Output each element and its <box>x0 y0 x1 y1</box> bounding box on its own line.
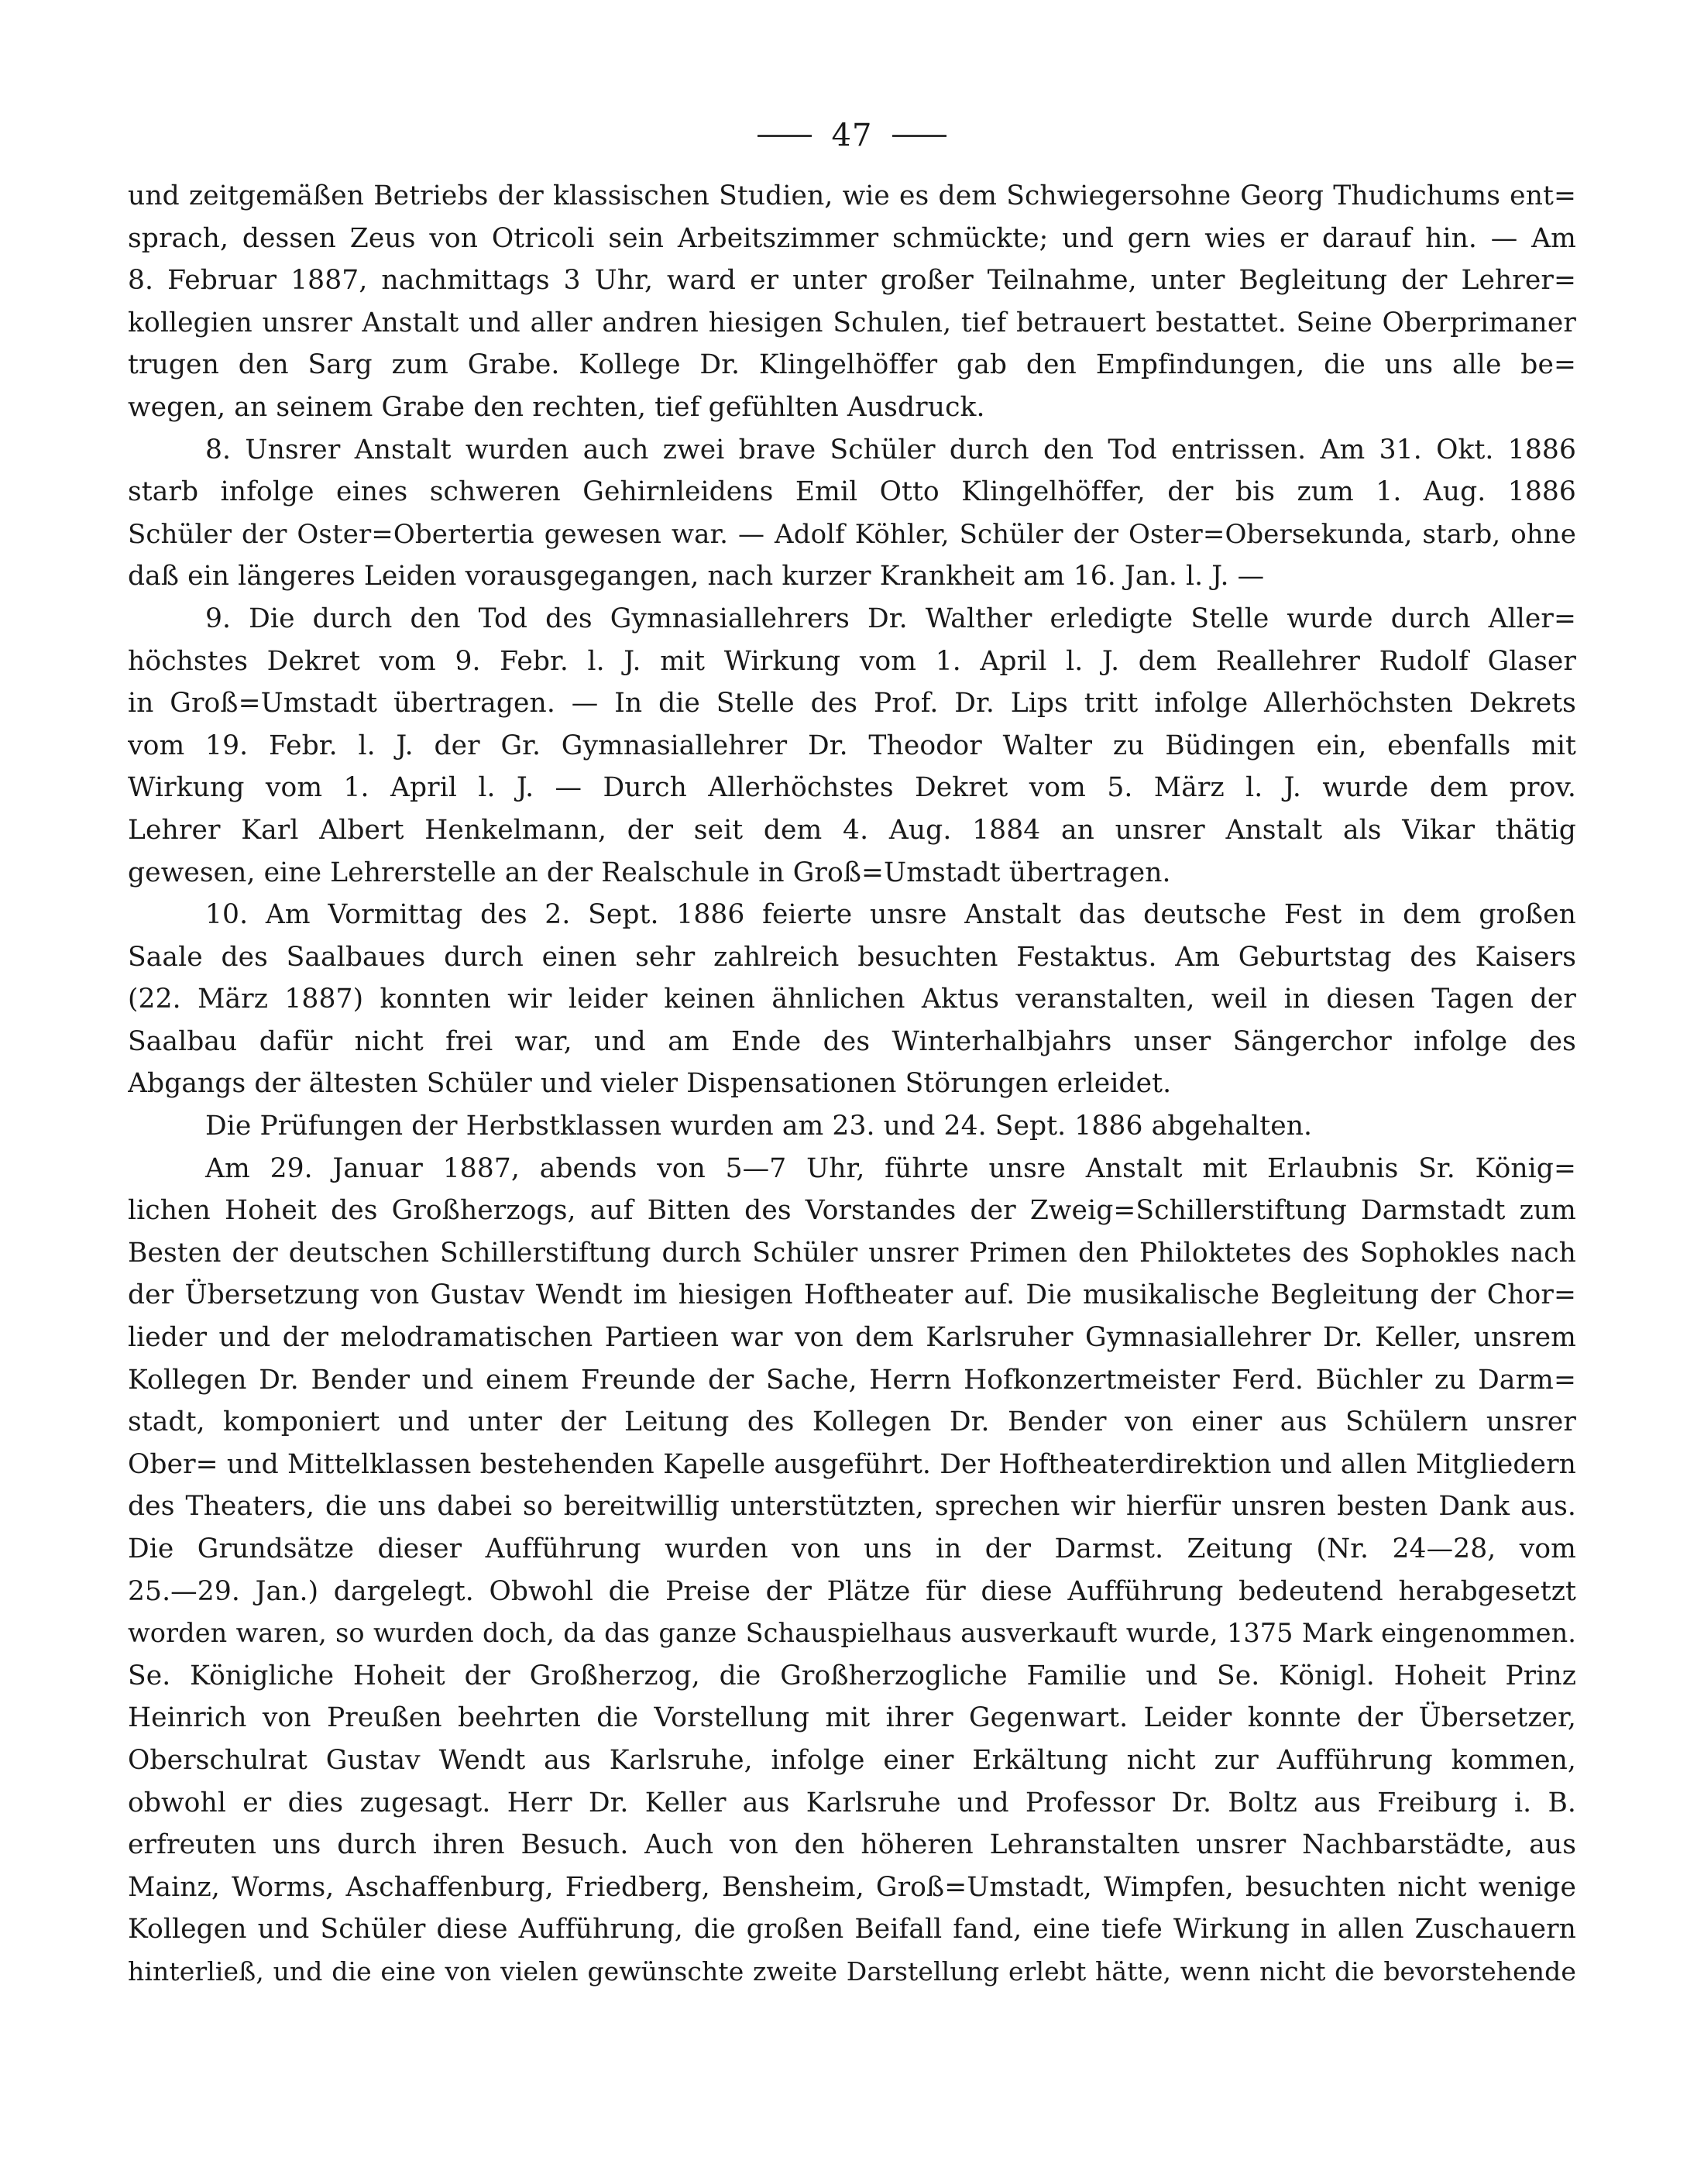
text-line: Kollegen Dr. Bender und einem Freunde der Sache, Herrn Hofkonzertmeister Ferd. Büchler zu Darm= <box>128 1364 1576 1396</box>
text-line: kollegien unsrer Anstalt und aller andren hiesigen Schulen, tief betrauert bestattet. Seine Oberprimaner <box>128 307 1576 338</box>
text-line: Abgangs der ältesten Schüler und vieler Dispensationen Störungen erleidet. <box>128 1068 1172 1100</box>
text-line: Kollegen und Schüler diese Aufführung, die großen Beifall fand, eine tiefe Wirkung in allen Zuschauern <box>128 1914 1576 1945</box>
text-line: höchstes Dekret vom 9. Febr. l. J. mit Wirkung vom 1. April l. J. dem Reallehrer Rudolf Glaser <box>128 645 1576 677</box>
text-line: lichen Hoheit des Großherzogs, auf Bitten des Vorstandes der Zweig=Schillerstiftung Darmstadt zum <box>128 1195 1576 1227</box>
text-line: obwohl er dies zugesagt. Herr Dr. Keller aus Karlsruhe und Professor Dr. Boltz aus Freiburg i. B. <box>128 1787 1576 1818</box>
text-line: 25.—29. Jan.) dargelegt. Obwohl die Preise der Plätze für diese Aufführung bedeutend herabgesetzt <box>128 1575 1576 1607</box>
text-line: des Theaters, die uns dabei so bereitwillig unterstützten, sprechen wir hierfür unsren besten Dank aus. <box>128 1491 1576 1523</box>
text-line: trugen den Sarg zum Grabe. Kollege Dr. Klingelhöffer gab den Empfindungen, die uns alle be= <box>128 349 1576 381</box>
text-line: Mainz, Worms, Aschaffenburg, Friedberg, Bensheim, Groß=Umstadt, Wimpfen, besuchten nicht wenige <box>128 1871 1576 1903</box>
text-line: sprach, dessen Zeus von Otricoli sein Arbeitszimmer schmückte; und gern wies er darauf hin. — Am <box>128 222 1576 254</box>
text-line: vom 19. Febr. l. J. der Gr. Gymnasiallehrer Dr. Theodor Walter zu Büdingen ein, ebenfalls mit <box>128 730 1576 761</box>
text-line: (22. März 1887) konnten wir leider keinen ähnlichen Aktus veranstalten, weil in diesen Tagen der <box>128 984 1576 1015</box>
page-number: 47 <box>831 118 873 153</box>
text-line: Oberschulrat Gustav Wendt aus Karlsruhe, infolge einer Erkältung nicht zur Aufführung kommen, <box>128 1744 1576 1776</box>
text-line: der Übersetzung von Gustav Wendt im hiesigen Hoftheater auf. Die musikalische Begleitung der Chor= <box>128 1279 1576 1311</box>
text-line: Saalbau dafür nicht frei war, und am Ende des Winterhalbjahrs unser Sängerchor infolge des <box>128 1025 1576 1057</box>
text-line: und zeitgemäßen Betriebs der klassischen Studien, wie es dem Schwiegersohne Georg Thudichums ent= <box>128 180 1576 211</box>
text-line: starb infolge eines schweren Gehirnleidens Emil Otto Klingelhöffer, der bis zum 1. Aug. 1886 <box>128 476 1576 508</box>
text-line: stadt, komponiert und unter der Leitung des Kollegen Dr. Bender von einer aus Schülern unsrer <box>128 1406 1576 1438</box>
page-header <box>0 118 1704 153</box>
text-line: Heinrich von Preußen beehrten die Vorstellung mit ihrer Gegenwart. Leider konnte der Übersetzer, <box>128 1702 1576 1734</box>
text-line: Die Prüfungen der Herbstklassen wurden am 23. und 24. Sept. 1886 abgehalten. <box>205 1111 1313 1142</box>
text-line: 9. Die durch den Tod des Gymnasiallehrers Dr. Walther erledigte Stelle wurde durch Aller= <box>205 603 1576 634</box>
text-line: 8. Unsrer Anstalt wurden auch zwei brave Schüler durch den Tod entrissen. Am 31. Okt. 1886 <box>205 434 1576 465</box>
text-line: lieder und der melodramatischen Partieen war von dem Karlsruher Gymnasiallehrer Dr. Keller, unsrem <box>128 1322 1576 1354</box>
text-line: Die Grundsätze dieser Aufführung wurden von uns in der Darmst. Zeitung (Nr. 24—28, vom <box>128 1533 1576 1564</box>
text-line: Se. Königliche Hoheit der Großherzog, die Großherzogliche Familie und Se. Königl. Hoheit Prinz <box>128 1660 1576 1691</box>
text-line: Schüler der Oster=Obertertia gewesen war. — Adolf Köhler, Schüler der Oster=Obersekunda, starb, ohne <box>128 518 1576 550</box>
header-rule-right <box>892 135 946 137</box>
text-line: worden waren, so wurden doch, da das ganze Schauspielhaus ausverkauft wurde, 1375 Mark eingenommen. <box>128 1618 1576 1649</box>
text-line: hinterließ, und die eine von vielen gewünschte zweite Darstellung erlebt hätte, wenn nicht die bevorstehende <box>128 1956 1576 1987</box>
text-line: Ober= und Mittelklassen bestehenden Kapelle ausgeführt. Der Hoftheaterdirektion und allen Mitgliedern <box>128 1448 1576 1480</box>
text-line: erfreuten uns durch ihren Besuch. Auch von den höheren Lehranstalten unsrer Nachbarstädte, aus <box>128 1829 1576 1861</box>
text-line: Besten der deutschen Schillerstiftung durch Schüler unsrer Primen den Philoktetes des Sophokles nach <box>128 1237 1576 1269</box>
body-text <box>128 175 1576 1993</box>
text-line: Am 29. Januar 1887, abends von 5—7 Uhr, führte unsre Anstalt mit Erlaubnis Sr. König= <box>205 1152 1576 1184</box>
text-line: in Groß=Umstadt übertragen. — In die Stelle des Prof. Dr. Lips tritt infolge Allerhöchsten Dekrets <box>128 688 1576 719</box>
text-line: 10. Am Vormittag des 2. Sept. 1886 feierte unsre Anstalt das deutsche Fest in dem großen <box>205 899 1576 931</box>
text-line: 8. Februar 1887, nachmittags 3 Uhr, ward er unter großer Teilnahme, unter Begleitung der Lehrer= <box>128 265 1576 297</box>
text-line: gewesen, eine Lehrerstelle an der Realschule in Groß=Umstadt übertragen. <box>128 857 1171 888</box>
text-line: daß ein längeres Leiden vorausgegangen, nach kurzer Krankheit am 16. Jan. l. J. — <box>128 561 1265 592</box>
text-line: Saale des Saalbaues durch einen sehr zahlreich besuchten Festaktus. Am Geburtstag des Kaisers <box>128 941 1576 973</box>
text-line: Wirkung vom 1. April l. J. — Durch Allerhöchstes Dekret vom 5. März l. J. wurde dem prov. <box>128 772 1576 804</box>
header-rule-left <box>758 135 812 137</box>
text-line: wegen, an seinem Grabe den rechten, tief gefühlten Ausdruck. <box>128 391 985 423</box>
text-line: Lehrer Karl Albert Henkelmann, der seit dem 4. Aug. 1884 an unsrer Anstalt als Vikar thätig <box>128 814 1576 846</box>
